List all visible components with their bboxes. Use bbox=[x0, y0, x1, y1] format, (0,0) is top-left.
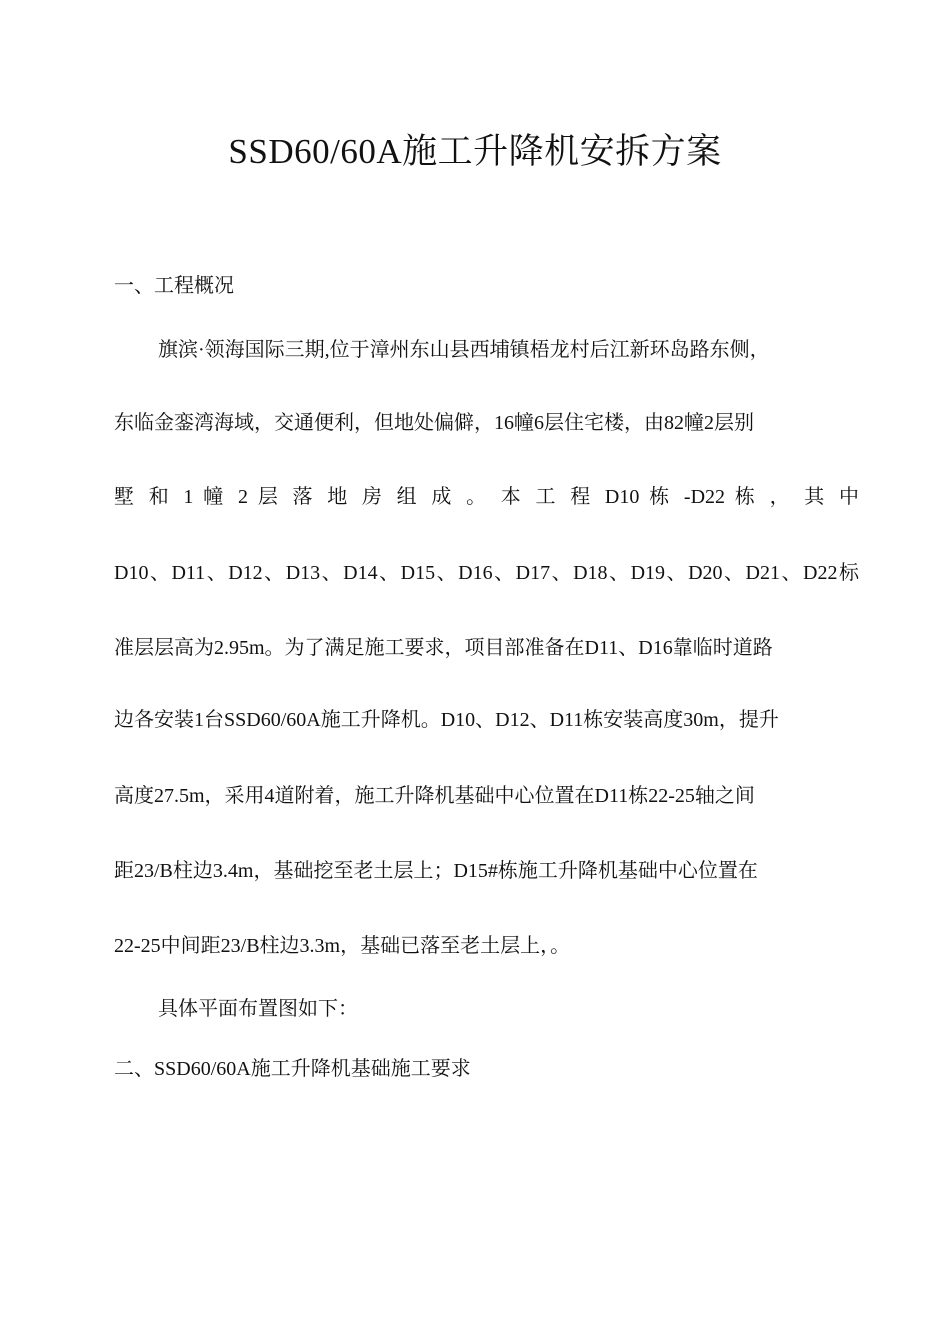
section-heading-foundation: 二、SSD60/60A施工升降机基础施工要求 bbox=[114, 1058, 471, 1080]
paragraph-line: 墅 和 1 幢 2 层 落 地 房 组 成 。 本 工 程 D10 栋 -D22 栋 ， 其 中 bbox=[114, 486, 859, 508]
layout-note: 具体平面布置图如下： bbox=[158, 998, 358, 1020]
paragraph-line: 距23/B柱边3.4m，基础挖至老土层上；D15#栋施工升降机基础中心位置在 bbox=[114, 860, 758, 882]
paragraph-line: 旗滨·领海国际三期,位于漳州东山县西埔镇梧龙村后江新环岛路东侧， bbox=[158, 339, 770, 361]
document-title: SSD60/60A施工升降机安拆方案 bbox=[228, 132, 722, 171]
paragraph-line: 高度27.5m，采用4道附着，施工升降机基础中心位置在D11栋22-25轴之间 bbox=[114, 785, 755, 807]
paragraph-line: D10、D11、D12、D13、D14、D15、D16、D17、D18、D19、D20、D21、D22标 bbox=[114, 562, 859, 584]
paragraph-line: 边各安装1台SSD60/60A施工升降机。D10、D12、D11栋安装高度30m，提升 bbox=[114, 709, 779, 731]
paragraph-line: 22-25中间距23/B柱边3.3m，基础已落至老土层上，。 bbox=[114, 935, 571, 957]
section-heading-overview: 一、工程概况 bbox=[114, 275, 234, 297]
paragraph-line: 东临金銮湾海域，交通便利，但地处偏僻，16幢6层住宅楼，由82幢2层别 bbox=[114, 412, 754, 434]
paragraph-line: 准层层高为2.95m。为了满足施工要求，项目部准备在D11、D16靠临时道路 bbox=[114, 637, 773, 659]
